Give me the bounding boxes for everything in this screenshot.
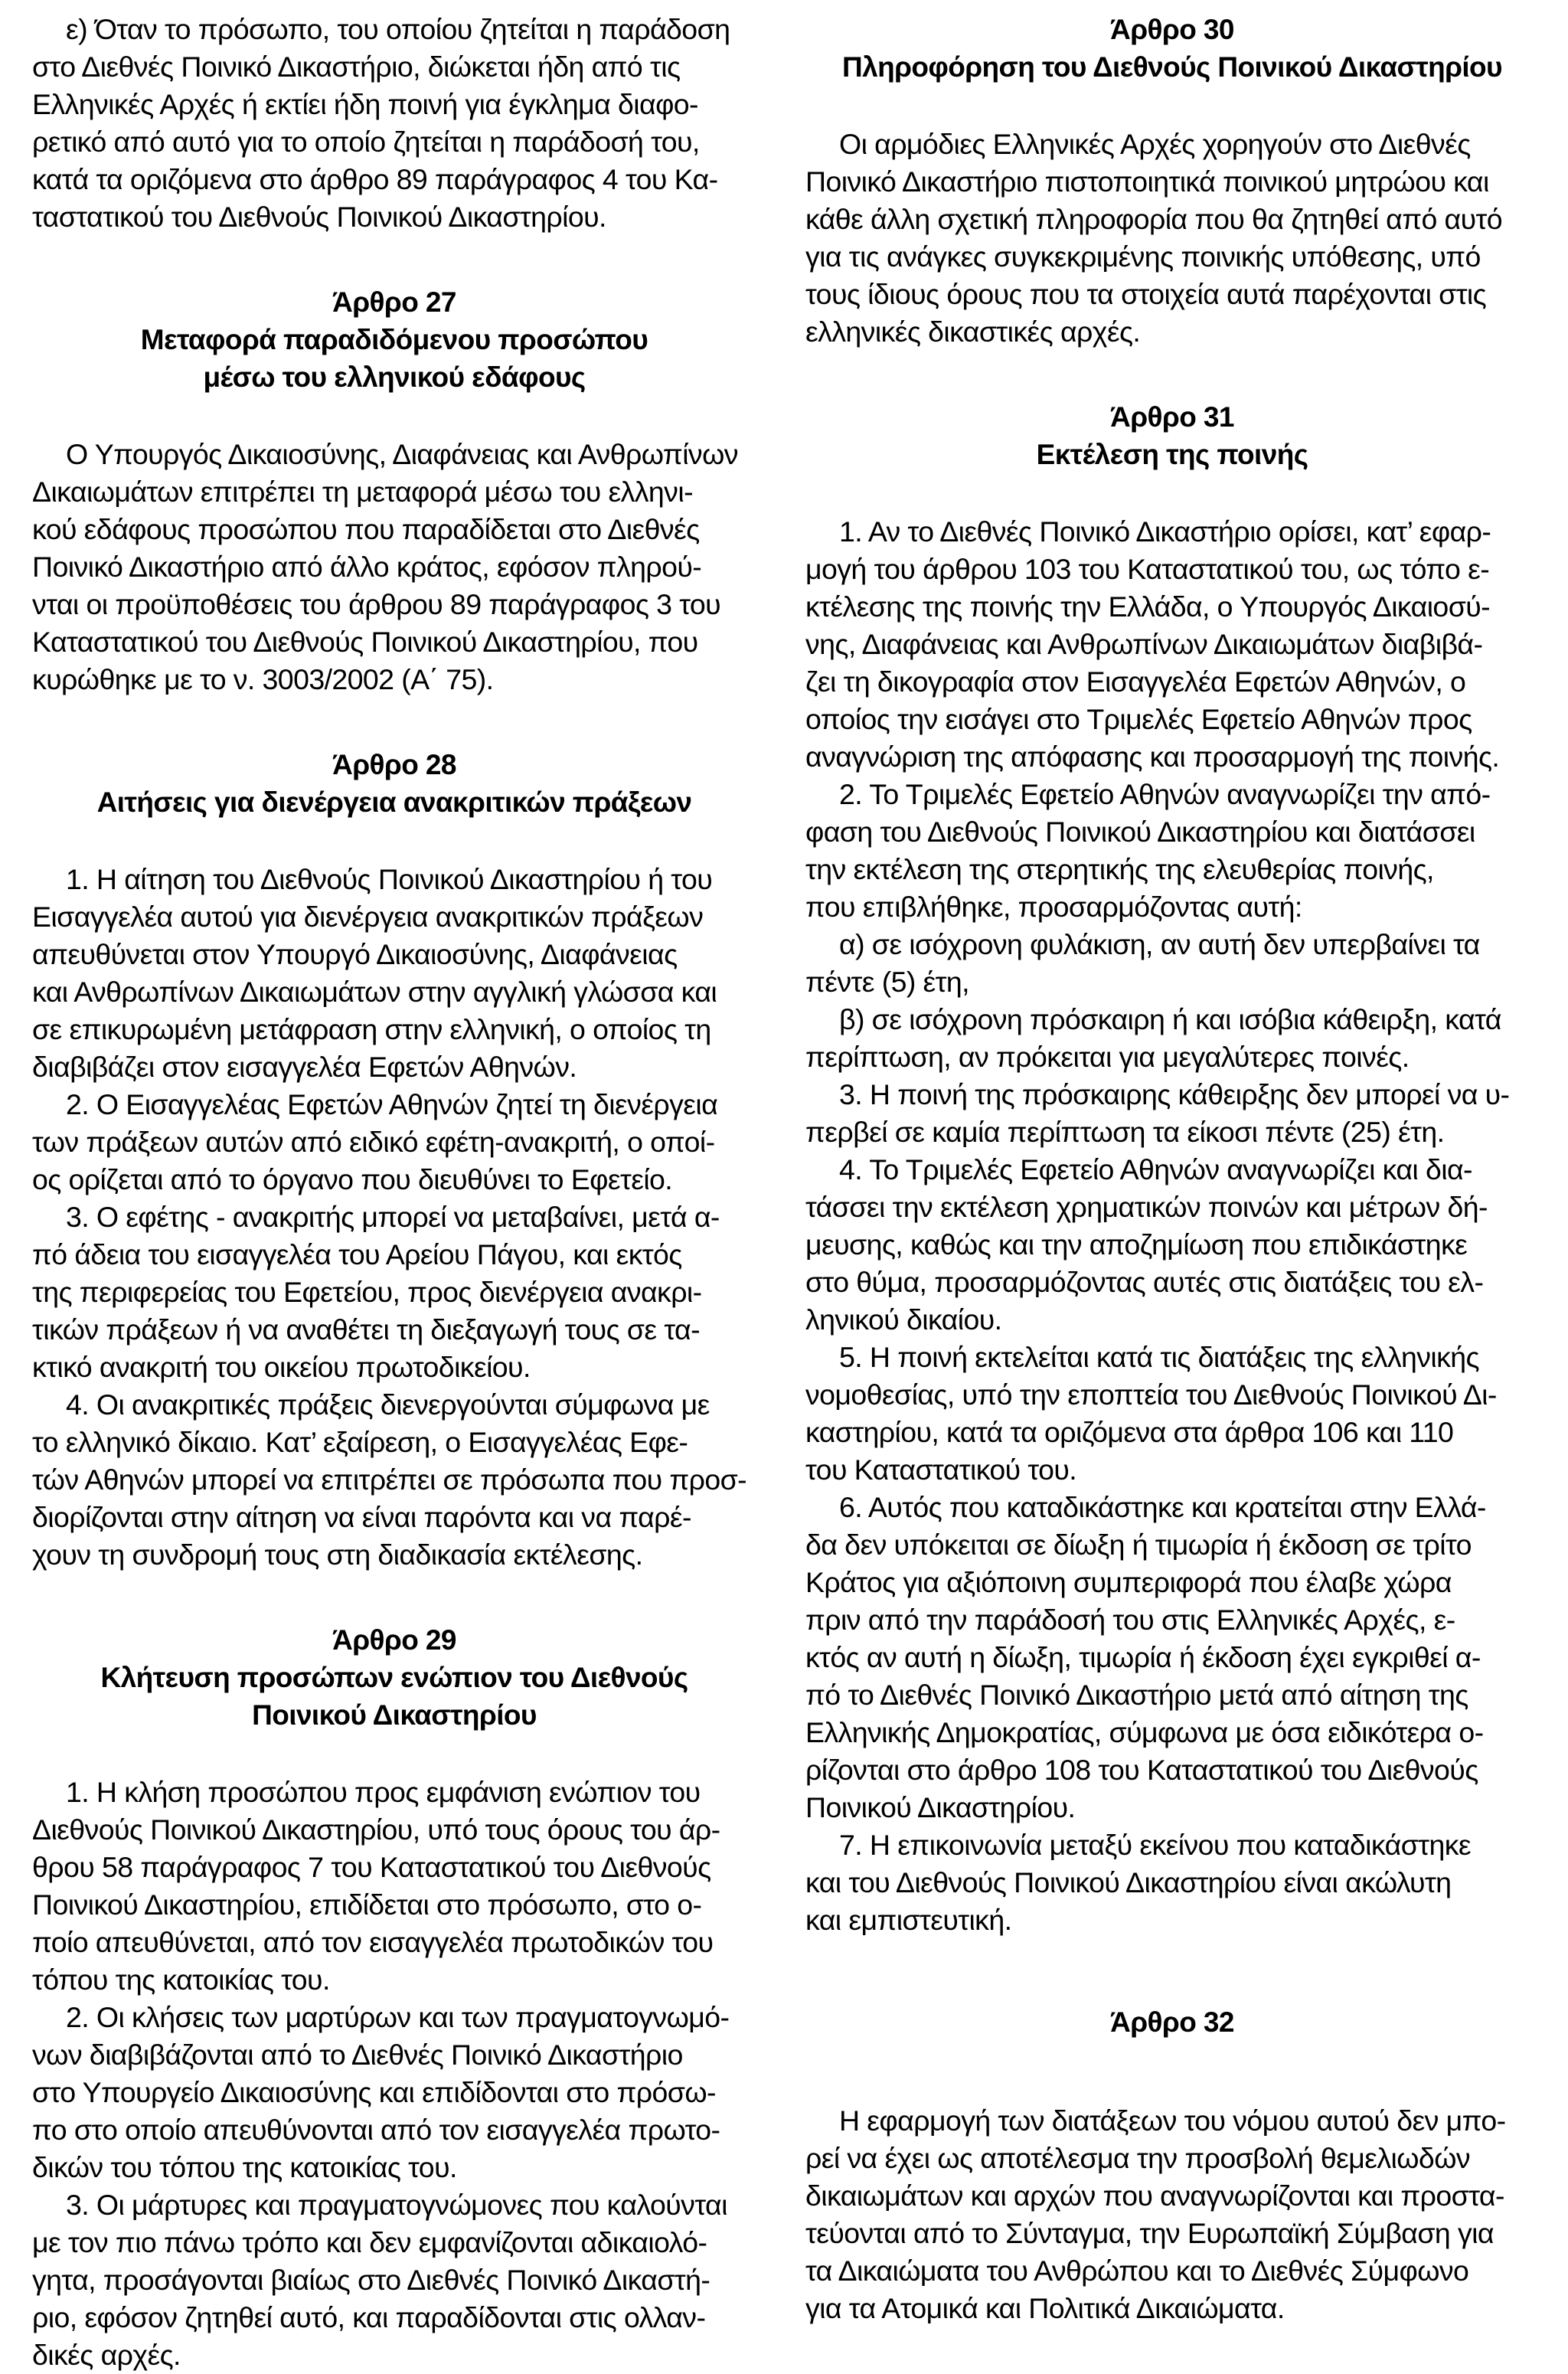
text-line: β) σε ισόχρονη πρόσκαιρη ή και ισόβια κάθειρξη, κατά <box>839 1003 1501 1035</box>
text-line: 4. Το Τριμελές Εφετείο Αθηνών αναγνωρίζει και δια- <box>839 1153 1472 1185</box>
text-line: πέντε (5) έτη, <box>805 966 969 998</box>
text-line: περβεί σε καμία περίπτωση τα είκοσι πέντε (25) έτη. <box>805 1116 1445 1148</box>
text-line: και του Διεθνούς Ποινικού Δικαστηρίου είναι ακώλυτη <box>805 1866 1452 1898</box>
text-line: 3. Οι μάρτυρες και πραγματογνώμονες που καλούνται <box>66 2189 727 2221</box>
text-line: της περιφερείας του Εφετείου, προς διενέργεια ανακρι- <box>32 1276 702 1308</box>
text-line: 2. Ο Εισαγγελέας Εφετών Αθηνών ζητεί τη διενέργεια <box>66 1088 718 1120</box>
article-number: Άρθρο 30 <box>1110 14 1234 45</box>
article-title: Ποινικού Δικαστηρίου <box>252 1699 537 1731</box>
article-title: Μεταφορά παραδιδόμενου προσώπου <box>140 324 648 355</box>
text-line: 1. Η κλήση προσώπου προς εμφάνιση ενώπιον του <box>66 1776 701 1808</box>
text-line: θρου 58 παράγραφος 7 του Καταστατικού του Διεθνούς <box>32 1851 711 1883</box>
text-line: στο Υπουργείο Δικαιοσύνης και επιδίδονται στο πρόσω- <box>32 2076 716 2108</box>
text-line: δικών του τόπου της κατοικίας του. <box>32 2151 457 2183</box>
text-line: περίπτωση, αν πρόκειται για μεγαλύτερες ποινές. <box>805 1041 1410 1073</box>
text-line: 4. Οι ανακριτικές πράξεις διενεργούνται σύμφωνα με <box>66 1388 710 1421</box>
text-line: αναγνώριση της απόφασης και προσαρμογή της ποινής. <box>805 741 1500 773</box>
text-line: ελληνικές δικαστικές αρχές. <box>805 316 1141 348</box>
text-line: οποίος την εισάγει στο Τριμελές Εφετείο Αθηνών προς <box>805 703 1472 735</box>
text-line: ταστατικού του Διεθνούς Ποινικού Δικαστηρίου. <box>32 201 606 233</box>
text-line: του Καταστατικού του. <box>805 1454 1077 1486</box>
article-title: Πληροφόρηση του Διεθνούς Ποινικού Δικαστηρίου <box>842 51 1502 83</box>
text-line: Ποινικό Δικαστήριο από άλλο κράτος, εφόσον πληρού- <box>32 551 702 583</box>
text-line: των πράξεων αυτών από ειδικό εφέτη-ανακριτή, ο οποί- <box>32 1126 715 1158</box>
text-line: μογή του άρθρου 103 του Καταστατικού του, ως τόπο ε- <box>805 553 1490 585</box>
text-line: ριο, εφόσον ζητηθεί αυτό, και παραδίδονται στις ολλαν- <box>32 2301 706 2333</box>
text-line: α) σε ισόχρονη φυλάκιση, αν αυτή δεν υπερβαίνει τα <box>839 928 1480 960</box>
article-31-paragraph-7 <box>805 1826 1539 1939</box>
text-line: Ελληνικές Αρχές ή εκτίει ήδη ποινή για έγκλημα διαφο- <box>32 88 698 120</box>
text-line: γητα, προσάγονται βιαίως στο Διεθνές Ποινικό Δικαστή- <box>32 2264 710 2296</box>
text-line: χουν τη συνδρομή τους στη διαδικασία εκτέλεσης. <box>32 1539 643 1571</box>
text-line: Ο Υπουργός Δικαιοσύνης, Διαφάνειας και Ανθρωπίνων <box>66 438 738 470</box>
text-line: Η εφαρμογή των διατάξεων του νόμου αυτού δεν μπο- <box>839 2104 1506 2137</box>
text-line: κάθε άλλη σχετική πληροφορία που θα ζητηθεί από αυτό <box>805 203 1502 235</box>
article-29-paragraph-1 <box>32 1774 756 1999</box>
article-29-heading <box>32 1621 756 1734</box>
text-line: 7. Η επικοινωνία μεταξύ εκείνου που καταδικάστηκε <box>839 1829 1471 1861</box>
text-line: ρεί να έχει ως αποτέλεσμα την προσβολή θεμελιωδών <box>805 2142 1471 2174</box>
text-line: κτέλεσης της ποινής την Ελλάδα, ο Υπουργός Δικαιοσύ- <box>805 590 1491 623</box>
article-32-heading <box>805 2003 1539 2041</box>
article-number: Άρθρο 27 <box>332 286 456 318</box>
text-line: Κράτος για αξιόποινη συμπεριφορά που έλαβε χώρα <box>805 1566 1452 1598</box>
text-line: τους ίδιους όρους που τα στοιχεία αυτά παρέχονται στις <box>805 278 1487 310</box>
text-line: κατά τα οριζόμενα στο άρθρο 89 παράγραφος 4 του Κα- <box>32 163 718 195</box>
article-27-heading <box>32 283 756 396</box>
text-line: νων διαβιβάζονται από το Διεθνές Ποινικό Δικαστήριο <box>32 2039 683 2071</box>
article-31-paragraph-5 <box>805 1339 1539 1489</box>
text-line: νται οι προϋποθέσεις του άρθρου 89 παράγραφος 3 του <box>32 588 721 620</box>
article-number: Άρθρο 28 <box>332 749 456 780</box>
text-line: ρίζονται στο άρθρο 108 του Καταστατικού του Διεθνούς <box>805 1754 1478 1786</box>
article-29-paragraph-2 <box>32 1999 756 2186</box>
text-line: πό το Διεθνές Ποινικό Δικαστήριο μετά από αίτηση της <box>805 1679 1468 1711</box>
text-line: απευθύνεται στον Υπουργό Δικαιοσύνης, Διαφάνειας <box>32 938 678 970</box>
text-line: την εκτέλεση της στερητικής της ελευθερίας ποινής, <box>805 853 1434 885</box>
text-line: κτικό ανακριτή του οικείου πρωτοδικείου. <box>32 1351 531 1383</box>
text-line: τόπου της κατοικίας του. <box>32 1964 330 1996</box>
text-line: πο στο οποίο απευθύνονται από τον εισαγγελέα πρωτο- <box>32 2114 720 2146</box>
text-line: Ποινικού Δικαστηρίου, επιδίδεται στο πρόσωπο, στο ο- <box>32 1888 702 1921</box>
text-line: 6. Αυτός που καταδικάστηκε και κρατείται στην Ελλά- <box>839 1491 1486 1523</box>
text-line: στο Διεθνές Ποινικό Δικαστήριο, διώκεται ήδη από τις <box>32 51 681 83</box>
text-line: τεύονται από το Σύνταγμα, την Ευρωπαϊκή Σύμβαση για <box>805 2217 1494 2249</box>
text-line: Οι αρμόδιες Ελληνικές Αρχές χορηγούν στο Διεθνές <box>839 128 1471 160</box>
text-line: διαβιβάζει στον εισαγγελέα Εφετών Αθηνών. <box>32 1051 577 1083</box>
text-line: Εισαγγελέα αυτού για διενέργεια ανακριτικών πράξεων <box>32 901 704 933</box>
paragraph-26-e <box>32 11 756 236</box>
text-line: νομοθεσίας, υπό την εποπτεία του Διεθνούς Ποινικού Δι- <box>805 1378 1497 1411</box>
text-line: μευσης, καθώς και την αποζημίωση που επιδικάστηκε <box>805 1228 1468 1261</box>
text-line: σε επικυρωμένη μετάφραση στην ελληνική, ο οποίος τη <box>32 1013 711 1045</box>
text-line: με τον πιο πάνω τρόπο και δεν εμφανίζονται αδικαιολό- <box>32 2226 707 2258</box>
article-31-paragraph-1 <box>805 513 1539 776</box>
text-line: που επιβλήθηκε, προσαρμόζοντας αυτή: <box>805 891 1302 923</box>
article-28-paragraph-4 <box>32 1386 756 1574</box>
text-line: δικές αρχές. <box>32 2339 181 2371</box>
text-line: ζει τη δικογραφία στον Εισαγγελέα Εφετών Αθηνών, ο <box>805 665 1466 698</box>
text-line: Ποινικό Δικαστήριο πιστοποιητικά ποινικού μητρώου και <box>805 165 1489 198</box>
text-line: δικαιωμάτων και αρχών που αναγνωρίζονται και προστα- <box>805 2179 1504 2212</box>
text-line: το ελληνικό δίκαιο. Κατ’ εξαίρεση, ο Εισαγγελέας Εφε- <box>32 1426 688 1458</box>
article-28-paragraph-1 <box>32 861 756 1086</box>
text-line: τάσσει την εκτέλεση χρηματικών ποινών και μέτρων δή- <box>805 1191 1488 1223</box>
left-column <box>32 11 756 2374</box>
text-line: καστηρίου, κατά τα οριζόμενα στα άρθρα 106 και 110 <box>805 1416 1454 1448</box>
article-31-heading <box>805 398 1539 473</box>
text-line: για τα Ατομικά και Πολιτικά Δικαιώματα. <box>805 2292 1285 2324</box>
article-30-paragraph <box>805 126 1539 351</box>
text-line: Ποινικού Δικαστηρίου. <box>805 1791 1076 1823</box>
text-line: φαση του Διεθνούς Ποινικού Δικαστηρίου και διατάσσει <box>805 816 1475 848</box>
text-line: 1. Αν το Διεθνές Ποινικό Δικαστήριο ορίσει, κατ’ εφαρ- <box>839 515 1491 548</box>
article-27-paragraph <box>32 436 756 698</box>
article-31-paragraph-2 <box>805 776 1539 926</box>
article-number: Άρθρο 32 <box>1110 2006 1234 2038</box>
text-line: και εμπιστευτική. <box>805 1904 1012 1936</box>
article-title: Κλήτευση προσώπων ενώπιον του Διεθνούς <box>100 1662 688 1693</box>
text-line: τα Δικαιώματα του Ανθρώπου και το Διεθνές Σύμφωνο <box>805 2255 1469 2287</box>
text-line: 1. Η αίτηση του Διεθνούς Ποινικού Δικαστηρίου ή του <box>66 863 713 895</box>
text-line: ποίο απευθύνεται, από τον εισαγγελέα πρωτοδικών του <box>32 1926 714 1958</box>
article-31-paragraph-3 <box>805 1076 1539 1151</box>
text-line: Καταστατικού του Διεθνούς Ποινικού Δικαστηρίου, που <box>32 626 698 658</box>
article-number: Άρθρο 31 <box>1110 401 1234 433</box>
text-line: 2. Οι κλήσεις των μαρτύρων και των πραγματογνωμό- <box>66 2001 730 2033</box>
article-32-paragraph <box>805 2102 1539 2327</box>
text-line: και Ανθρωπίνων Δικαιωμάτων στην αγγλική γλώσσα και <box>32 976 717 1008</box>
text-line: 3. Η ποινή της πρόσκαιρης κάθειρξης δεν μπορεί να υ- <box>839 1078 1510 1110</box>
text-line: για τις ανάγκες συγκεκριμένης ποινικής υπόθεσης, υπό <box>805 240 1481 273</box>
text-line: ρετικό από αυτό για το οποίο ζητείται η παράδοσή του, <box>32 126 700 158</box>
text-line: διορίζονται στην αίτηση να είναι παρόντα και να παρέ- <box>32 1501 691 1533</box>
text-line: κού εδάφους προσώπου που παραδίδεται στο Διεθνές <box>32 513 700 545</box>
article-title: Εκτέλεση της ποινής <box>1036 439 1308 470</box>
text-line: κτός αν αυτή η δίωξη, τιμωρία ή έκδοση έχει εγκριθεί α- <box>805 1641 1481 1673</box>
article-31-paragraph-4 <box>805 1151 1539 1339</box>
text-line: Διεθνούς Ποινικού Δικαστηρίου, υπό τους όρους του άρ- <box>32 1813 720 1846</box>
article-31-paragraph-2a <box>805 926 1539 1001</box>
text-line: 2. Το Τριμελές Εφετείο Αθηνών αναγνωρίζει την από- <box>839 778 1491 810</box>
article-28-paragraph-2 <box>32 1086 756 1198</box>
text-line: 3. Ο εφέτης - ανακριτής μπορεί να μεταβαίνει, μετά α- <box>66 1201 720 1233</box>
text-line: πριν από την παράδοσή του στις Ελληνικές Αρχές, ε- <box>805 1604 1455 1636</box>
article-28-heading <box>32 746 756 821</box>
text-line: στο θύμα, προσαρμόζοντας αυτές στις διατάξεις του ελ- <box>805 1266 1484 1298</box>
text-line: Δικαιωμάτων επιτρέπει τη μεταφορά μέσω του ελληνι- <box>32 476 693 508</box>
article-title: Αιτήσεις για διενέργεια ανακριτικών πράξεων <box>96 786 692 818</box>
text-line: πό άδεια του εισαγγελέα του Αρείου Πάγου, και εκτός <box>32 1238 682 1270</box>
text-line: 5. Η ποινή εκτελείται κατά τις διατάξεις της ελληνικής <box>839 1341 1480 1373</box>
right-column <box>805 11 1539 2327</box>
text-line: ε) Όταν το πρόσωπο, του οποίου ζητείται η παράδοση <box>66 13 730 45</box>
text-line: ληνικού δικαίου. <box>805 1303 1002 1336</box>
text-line: τών Αθηνών μπορεί να επιτρέπει σε πρόσωπα που προσ- <box>32 1463 747 1496</box>
text-line: κυρώθηκε με το ν. 3003/2002 (Α΄ 75). <box>32 663 494 695</box>
text-line: τικών πράξεων ή να αναθέτει τη διεξαγωγή τους σε τα- <box>32 1313 701 1346</box>
article-title: μέσω του ελληνικού εδάφους <box>203 361 586 393</box>
article-28-paragraph-3 <box>32 1198 756 1386</box>
article-31-paragraph-2b <box>805 1001 1539 1076</box>
text-line: Ελληνικής Δημοκρατίας, σύμφωνα με όσα ειδικότερα ο- <box>805 1716 1484 1748</box>
text-line: νης, Διαφάνειας και Ανθρωπίνων Δικαιωμάτων διαβιβά- <box>805 628 1483 660</box>
text-line: δα δεν υπόκειται σε δίωξη ή τιμωρία ή έκδοση σε τρίτο <box>805 1529 1472 1561</box>
article-number: Άρθρο 29 <box>332 1624 456 1656</box>
text-line: ος ορίζεται από το όργανο που διευθύνει το Εφετείο. <box>32 1163 673 1195</box>
article-31-paragraph-6 <box>805 1489 1539 1826</box>
article-30-heading <box>805 11 1539 86</box>
